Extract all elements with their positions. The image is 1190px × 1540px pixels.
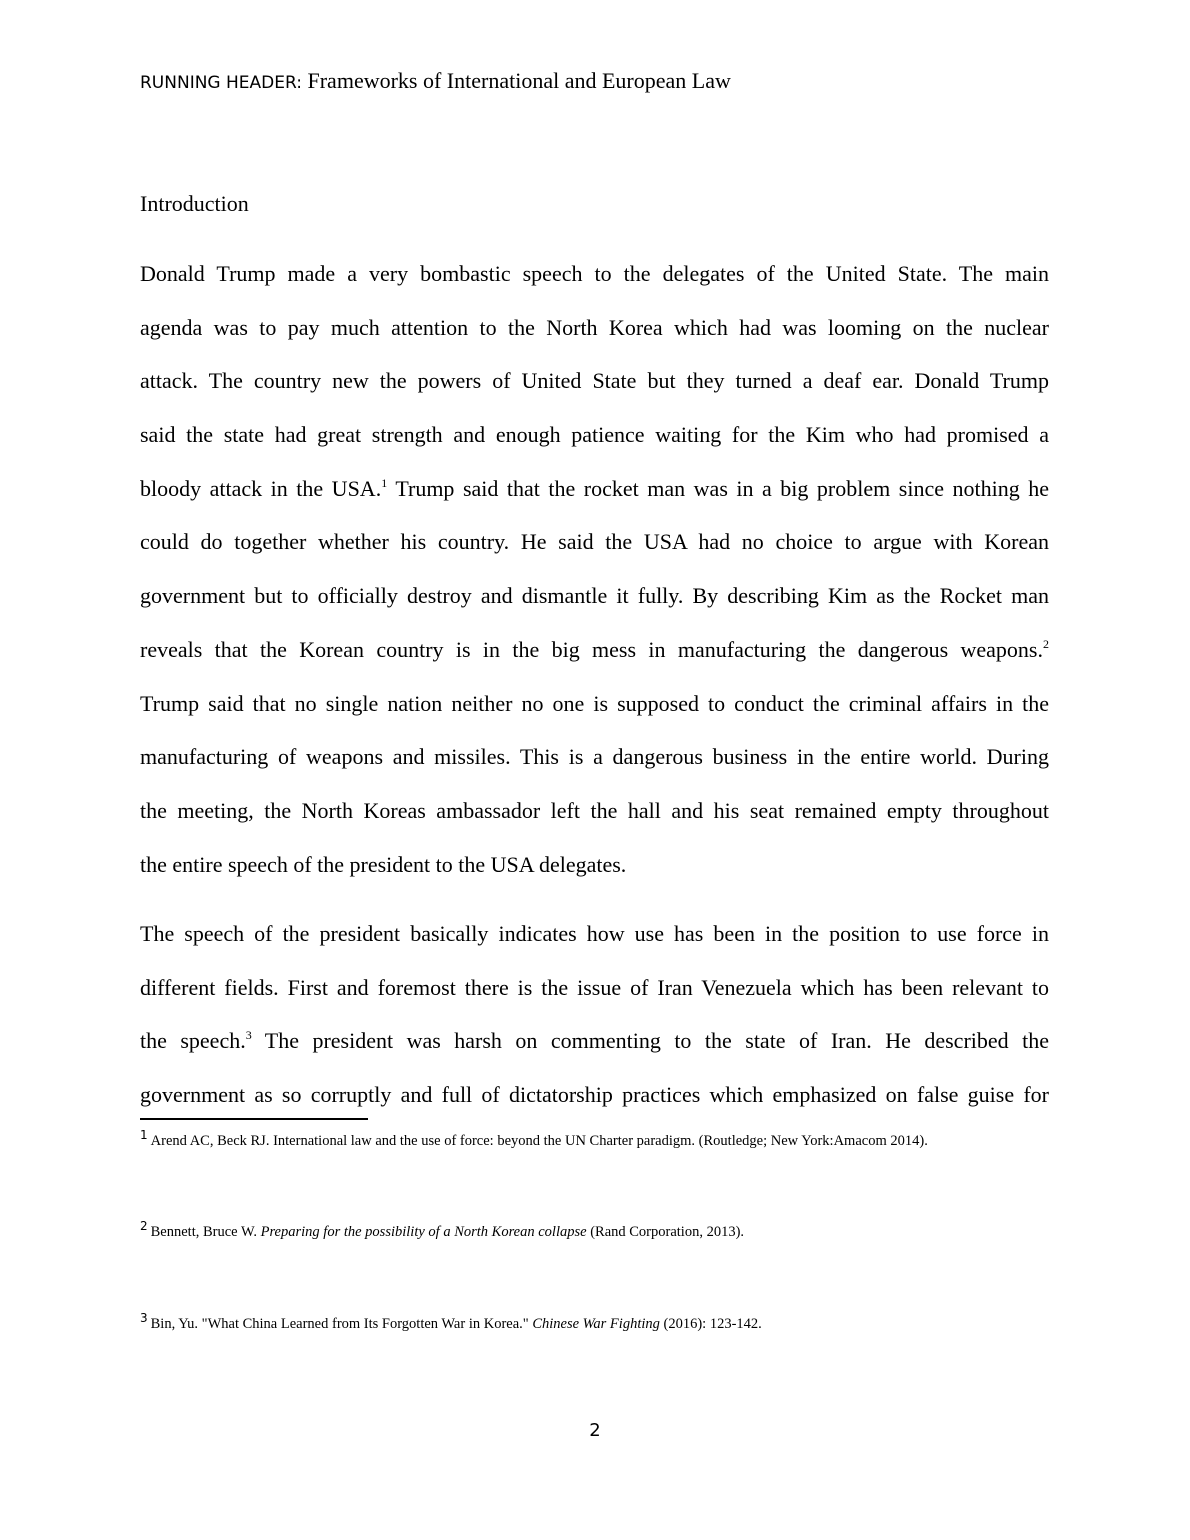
paragraph-2	[140, 919, 1049, 1134]
footnote-title: Chinese War Fighting	[532, 1316, 660, 1332]
paragraph-line: different fields. First and foremost there is the issue of Iran Venezuela which has been relevant to	[140, 974, 1049, 1000]
paragraph-line: the meeting, the North Koreas ambassador left the hall and his seat remained empty throughout	[140, 797, 1049, 823]
paragraph-1	[140, 259, 1049, 903]
paragraph-line: The speech of the president basically indicates how use has been in the position to use force in	[140, 921, 1049, 946]
footnote-ref-2[interactable]: 2	[1043, 636, 1049, 651]
paragraph-line: said the state had great strength and enough patience waiting for the Kim who had promised a	[140, 422, 1049, 448]
footnote-2	[140, 1219, 744, 1241]
running-header-title: Frameworks of International and European Law	[302, 68, 731, 93]
footnote-text: (Rand Corporation, 2013).	[586, 1224, 745, 1240]
footnote-ref-3[interactable]: 3	[245, 1028, 252, 1043]
paragraph-line: the entire speech of the president to the USA delegates.	[140, 851, 627, 877]
paragraph-line: government but to officially destroy and dismantle it fully. By describing Kim as the Rocket man	[140, 583, 1049, 609]
footnote-3	[140, 1311, 762, 1333]
footnote-number: 2	[140, 1219, 148, 1233]
line-text: The president was harsh on commenting to the state of Iran. He described the	[251, 1028, 1050, 1054]
paragraph-line: government as so corruptly and full of dictatorship practices which emphasized on false guise for	[140, 1082, 1049, 1108]
footnote-number: 1	[140, 1128, 148, 1142]
footnote-text: (2016): 123-142.	[659, 1316, 762, 1332]
footnote-1	[140, 1128, 928, 1150]
footnote-title: Preparing for the possibility of a North Korean collapse	[260, 1224, 587, 1240]
footnote-text: Arend AC, Beck RJ. International law and the use of force: beyond the UN Charter paradigm. (Routledge; New York:Amacom 2014).	[150, 1133, 928, 1149]
running-header	[140, 68, 731, 94]
line-text: Trump said that the rocket man was in a big problem since nothing he	[387, 475, 1049, 501]
line-text: bloody attack in the USA.	[140, 475, 382, 501]
paragraph-line	[140, 635, 1049, 689]
paragraph-line: could do together whether his country. He said the USA had no choice to argue with Korean	[140, 529, 1049, 555]
paragraph-line: manufacturing of weapons and missiles. This is a dangerous business in the entire world. During	[140, 744, 1049, 770]
paragraph-line: attack. The country new the powers of United State but they turned a deaf ear. Donald Trump	[140, 368, 1049, 394]
section-heading: Introduction	[140, 191, 249, 216]
footnote-text: Bin, Yu. "What China Learned from Its Forgotten War in Korea."	[150, 1316, 533, 1332]
footnote-text: Bennett, Bruce W.	[150, 1224, 261, 1240]
running-header-label: RUNNING HEADER:	[140, 73, 302, 93]
footnote-separator	[140, 1118, 368, 1120]
paragraph-line	[140, 1026, 1049, 1080]
paragraph-line: Donald Trump made a very bombastic speech to the delegates of the United State. The main	[140, 261, 1049, 286]
footnote-ref-1[interactable]: 1	[381, 475, 388, 490]
footnote-number: 3	[140, 1311, 148, 1325]
paragraph-line: Trump said that no single nation neither no one is supposed to conduct the criminal affairs in the	[140, 690, 1049, 716]
paragraph-line: agenda was to pay much attention to the North Korea which had was looming on the nuclear	[140, 314, 1049, 340]
paragraph-line	[140, 474, 1049, 528]
line-text: reveals that the Korean country is in the big mess in manufacturing the dangerous weapons.	[140, 636, 1043, 662]
page-number: 2	[589, 1420, 601, 1441]
line-text: the speech.	[140, 1028, 246, 1054]
